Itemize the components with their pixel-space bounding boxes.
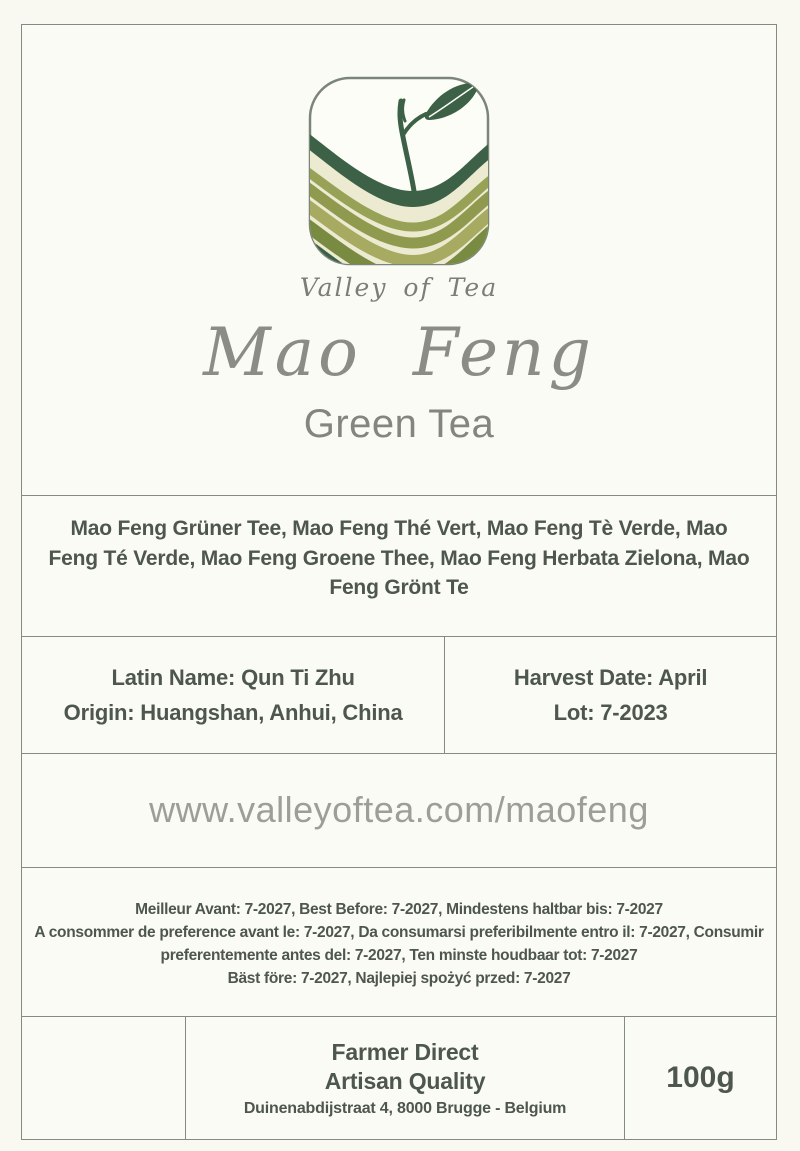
footer-producer-cell: [185, 1017, 625, 1139]
origin: Origin: Huangshan, Anhui, China: [63, 699, 403, 725]
website-url: www.valleyoftea.com/maofeng: [149, 789, 649, 831]
artisan-quality-text: Artisan Quality: [324, 1067, 486, 1094]
producer-address: Duinenabdijstraat 4, 8000 Brugge - Belgium: [243, 1099, 567, 1117]
website-row: [22, 753, 776, 867]
farmer-direct-text: Farmer Direct: [331, 1039, 479, 1066]
valley-of-tea-logo-icon: [307, 75, 491, 267]
best-before-section: [22, 867, 776, 1016]
brand-name: Valley of Tea: [299, 273, 499, 302]
best-before-line: preferentemente antes del: 7-2027, Ten minste houdbaar tot: 7-2027: [160, 947, 638, 965]
latin-name: Latin Name: Qun Ti Zhu: [111, 664, 355, 690]
info-row: [22, 636, 776, 753]
harvest-lot-cell: [444, 637, 776, 753]
net-weight: 100g: [666, 1060, 735, 1094]
footer-empty-cell: [22, 1017, 185, 1139]
footer-row: [22, 1016, 776, 1139]
best-before-line: Meilleur Avant: 7-2027, Best Before: 7-2027, Mindestens haltbar bis: 7-2027: [135, 900, 663, 918]
header-section: [22, 25, 776, 495]
label-frame: [21, 24, 777, 1140]
best-before-line: A consommer de preference avant le: 7-2027, Da consumarsi preferibilmente entro il: 7-2027, Consumir: [34, 923, 764, 941]
translated-names: Mao Feng Grüner Tee, Mao Feng Thé Vert, Mao Feng Tè Verde, Mao Feng Té Verde, Mao Feng Groene Thee, Mao Feng Herbata Zielona, Mao Feng Grönt Te: [22, 495, 776, 636]
weight-cell: [625, 1017, 776, 1139]
lot-number: Lot: 7-2023: [553, 699, 668, 725]
product-title: Mao Feng: [203, 314, 595, 391]
latin-origin-cell: [22, 637, 444, 753]
best-before-line: Bäst före: 7-2027, Najlepiej spożyć przed: 7-2027: [227, 970, 571, 988]
product-subtitle: Green Tea: [303, 402, 495, 446]
harvest-date: Harvest Date: April: [513, 664, 708, 690]
